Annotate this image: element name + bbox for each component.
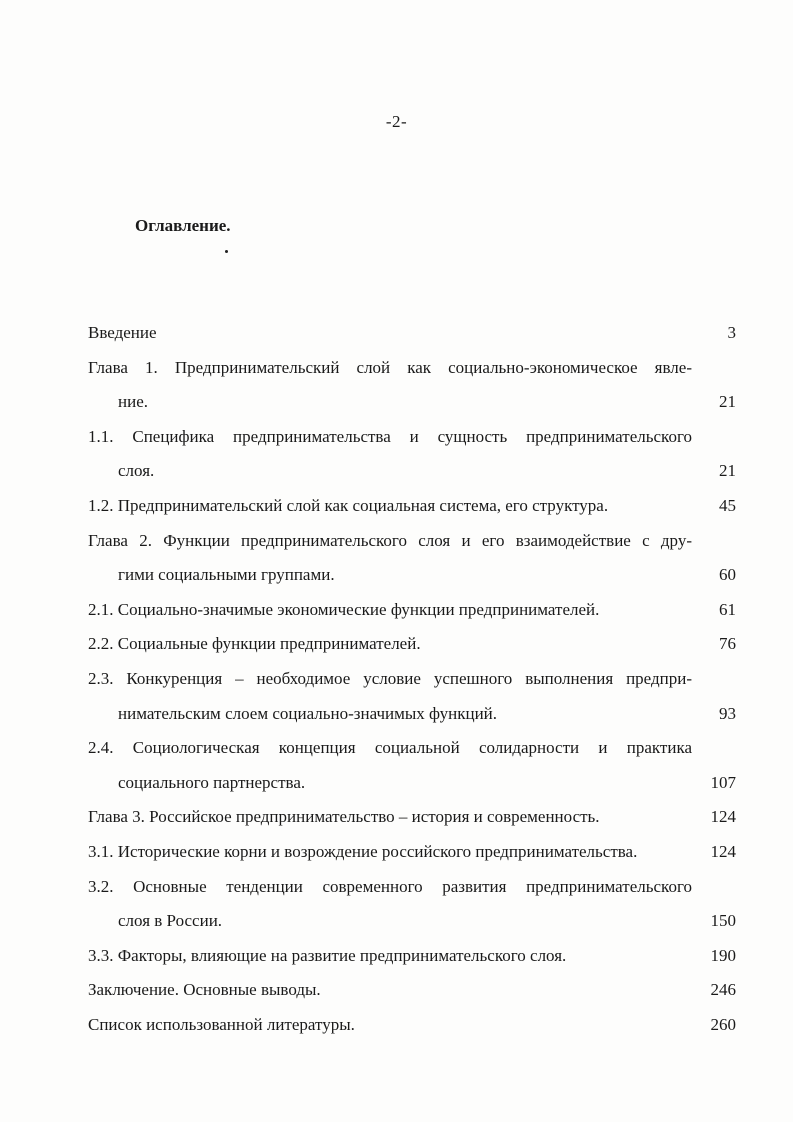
- toc-entry-line: [88, 627, 736, 662]
- toc-entry-line: [88, 697, 736, 732]
- toc-entry: [88, 800, 736, 835]
- toc-entry: [88, 489, 736, 524]
- scan-speck: [225, 250, 228, 253]
- toc-entry-title: ние.: [118, 392, 148, 412]
- toc-entry-line: [88, 454, 736, 489]
- toc-entry-line: [88, 489, 736, 524]
- toc-entry-page: 3: [727, 323, 736, 342]
- toc-entry-page: 93: [719, 703, 736, 723]
- toc-entry: [88, 870, 736, 939]
- toc-entry: [88, 524, 736, 593]
- toc-entry-title: 3.1. Исторические корни и возрождение российского предпринимательства.: [88, 841, 638, 861]
- toc-entry-title: 2.3. Конкуренция – необходимое условие успешного выполнения предпри-: [88, 668, 692, 688]
- toc-entry-line: [88, 939, 736, 974]
- toc-entry: [88, 316, 736, 351]
- toc-entry: [88, 1008, 736, 1043]
- toc-entry-line: [88, 870, 736, 905]
- toc-entry: [88, 420, 736, 489]
- toc-entry-line: [88, 766, 736, 801]
- toc-entry: [88, 731, 736, 800]
- toc-entry-page: 260: [710, 1014, 736, 1034]
- toc-heading: Оглавление.: [135, 216, 231, 235]
- table-of-contents: [88, 316, 736, 1042]
- toc-entry-title: Глава 3. Российское предпринимательство – история и современность.: [88, 807, 600, 827]
- toc-entry-title: Глава 2. Функции предпринимательского слоя и его взаимодействие с дру-: [88, 530, 692, 550]
- toc-entry-line: [88, 558, 736, 593]
- toc-entry-line: [88, 835, 736, 870]
- toc-entry-title: Список использованной литературы.: [88, 1014, 355, 1034]
- toc-entry-title: 3.3. Факторы, влияющие на развитие предпринимательского слоя.: [88, 945, 567, 965]
- toc-entry-line: [88, 351, 736, 386]
- toc-entry: [88, 593, 736, 628]
- toc-entry-page: 124: [710, 807, 736, 827]
- toc-entry: [88, 973, 736, 1008]
- toc-entry-page: 124: [710, 841, 736, 861]
- toc-entry-title: 1.2. Предпринимательский слой как социальная система, его структура.: [88, 495, 609, 515]
- toc-entry-page: 61: [719, 599, 736, 619]
- toc-entry-line: [88, 662, 736, 697]
- toc-entry-title: нимательским слоем социально-значимых функций.: [118, 703, 498, 723]
- toc-entry-line: [88, 420, 736, 455]
- toc-entry-page: 190: [710, 945, 736, 965]
- toc-entry-page: 150: [710, 911, 736, 931]
- toc-entry-title: слоя в России.: [118, 911, 223, 931]
- toc-entry-title: Глава 1. Предпринимательский слой как социально-экономическое явле-: [88, 357, 692, 377]
- toc-entry-line: [88, 593, 736, 628]
- toc-entry-title: Введение: [88, 323, 157, 342]
- toc-entry: [88, 351, 736, 420]
- toc-entry-page: 45: [719, 495, 736, 515]
- toc-entry-title: социального партнерства.: [118, 772, 306, 792]
- toc-entry-line: [88, 904, 736, 939]
- toc-entry-page: 76: [719, 634, 736, 654]
- toc-entry-line: [88, 316, 736, 351]
- toc-entry-page: 60: [719, 565, 736, 585]
- toc-entry-title: 3.2. Основные тенденции современного развития предпринимательского: [88, 876, 692, 896]
- toc-entry-title: 1.1. Специфика предпринимательства и сущность предпринимательского: [88, 426, 692, 446]
- toc-entry-page: 107: [710, 772, 736, 792]
- toc-entry-page: 21: [719, 461, 736, 481]
- toc-entry-title: гими социальными группами.: [118, 565, 335, 585]
- toc-entry-title: 2.1. Социально-значимые экономические функции предпринимателей.: [88, 599, 600, 619]
- toc-entry-line: [88, 524, 736, 559]
- toc-entry-line: [88, 385, 736, 420]
- toc-entry-title: 2.4. Социологическая концепция социальной солидарности и практика: [88, 738, 692, 758]
- toc-entry-title: 2.2. Социальные функции предпринимателей.: [88, 634, 421, 654]
- toc-entry: [88, 627, 736, 662]
- toc-entry-page: 246: [710, 980, 736, 1000]
- page-number: -2-: [385, 112, 408, 131]
- toc-entry: [88, 835, 736, 870]
- toc-entry-line: [88, 800, 736, 835]
- toc-entry-line: [88, 1008, 736, 1043]
- toc-entry-line: [88, 731, 736, 766]
- toc-entry-line: [88, 973, 736, 1008]
- toc-entry: [88, 939, 736, 974]
- toc-entry-title: Заключение. Основные выводы.: [88, 980, 321, 1000]
- toc-entry: [88, 662, 736, 731]
- toc-entry-page: 21: [719, 392, 736, 412]
- toc-entry-title: слоя.: [118, 461, 155, 481]
